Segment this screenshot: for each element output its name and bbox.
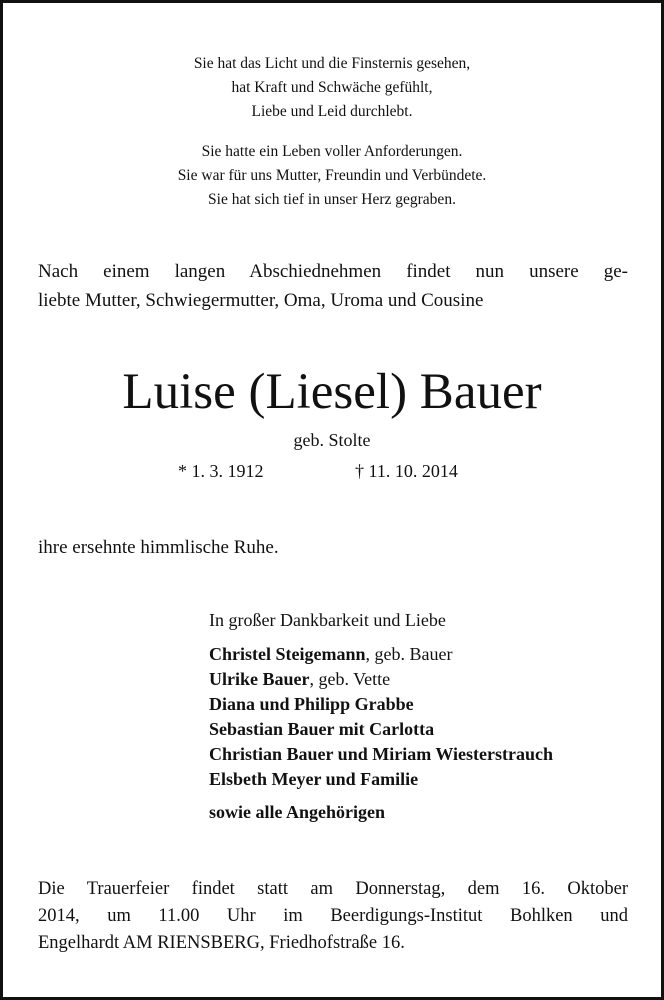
rest-text: ihre ersehnte himmlische Ruhe. — [38, 537, 279, 558]
death-date: † 11. 10. 2014 — [355, 461, 458, 481]
poem-line: Sie war für uns Mutter, Freundin und Verbündete. — [177, 167, 487, 184]
mourner-name: Elsbeth Meyer und Familie — [209, 769, 419, 789]
mourner-suffix: , geb. Vette — [309, 669, 391, 689]
intro-line: Nach einem langen Abschiednehmen findet nun unsere ge- — [38, 261, 628, 282]
poem-line: Sie hat das Licht und die Finsternis gesehen, — [193, 55, 471, 72]
funeral-line: Die Trauerfeier findet statt am Donnerstag, dem 16. Oktober — [38, 879, 628, 899]
mourner-name: Diana und Philipp Grabbe — [209, 694, 414, 714]
mourner-name: Christian Bauer und Miriam Wiesterstrauch — [209, 744, 554, 764]
mourner-entry — [209, 767, 418, 792]
poem-stanza-2 — [0, 140, 664, 212]
deceased-name: Luise (Liesel) Bauer — [122, 364, 542, 420]
mourner-entry — [209, 642, 452, 667]
funeral-line: 2014, um 11.00 Uhr im Beerdigungs-Institut Bohlken und — [38, 906, 628, 926]
poem-line: Sie hatte ein Leben voller Anforderungen. — [201, 143, 463, 160]
mourner-name: Sebastian Bauer mit Carlotta — [209, 719, 435, 739]
mourner-entry — [209, 742, 553, 767]
poem-line: Sie hat sich tief in unser Herz gegraben. — [208, 191, 456, 208]
mourner-name: Christel Steigemann — [209, 644, 366, 664]
mourners-closing — [209, 800, 385, 825]
mourner-suffix: , geb. Bauer — [365, 644, 453, 664]
birth-date: * 1. 3. 1912 — [178, 461, 264, 481]
funeral-info — [38, 876, 628, 957]
mourner-name: Ulrike Bauer — [209, 669, 310, 689]
mourner-entry — [209, 692, 414, 717]
intro-paragraph — [38, 257, 628, 315]
mourner-entry — [209, 717, 434, 742]
poem-stanza-1 — [0, 52, 664, 124]
intro-line: liebte Mutter, Schwiegermutter, Oma, Uroma und Cousine — [38, 290, 484, 311]
poem-line: Liebe und Leid durchlebt. — [251, 103, 413, 120]
poem-line: hat Kraft und Schwäche gefühlt, — [231, 79, 433, 96]
mourners-heading: In großer Dankbarkeit und Liebe — [209, 610, 446, 630]
birth-name: geb. Stolte — [293, 430, 371, 450]
mourner-entry — [209, 667, 390, 692]
mourners-closing-text: sowie alle Angehörigen — [209, 802, 385, 822]
funeral-line: Engelhardt AM RIENSBERG, Friedhofstraße 16. — [38, 933, 405, 953]
